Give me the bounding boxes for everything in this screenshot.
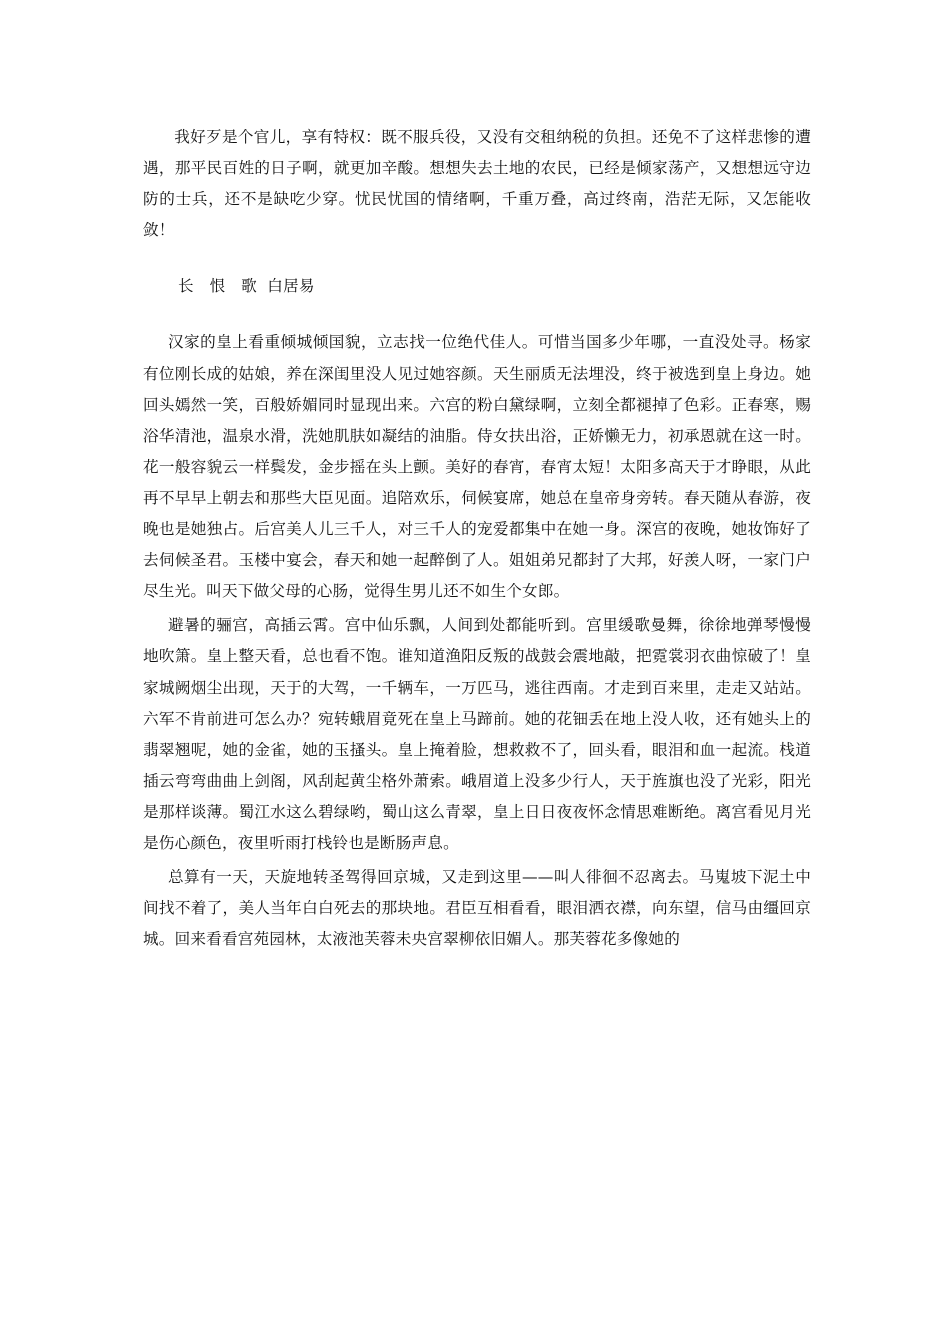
paragraph-intro: 我好歹是个官儿，享有特权：既不服兵役，又没有交租纳税的负担。还免不了这样悲惨的遭遇，那平民百姓的日子啊，就更加辛酸。想想失去土地的农民，已经是倾家荡产，又想想远守边防的士兵，还不是缺吃少穿。忧民忧国的情绪啊，千重万叠，高过终南，浩茫无际，又怎能收敛！ [143,128,811,240]
paragraph-main-1: 汉家的皇上看重倾城倾国貌，立志找一位绝代佳人。可惜当国多少年哪，一直没处寻。杨家有位刚长成的姑娘，养在深闺里没人见过她容颜。天生丽质无法埋没，终于被选到皇上身边。她回头嫣然一笑，百般娇媚同时显现出来。六宫的粉白黛绿啊，立刻全都褪掉了色彩。正春寒，赐浴华清池，温泉水滑，洗她肌肤如凝结的油脂。侍女扶出浴，正娇懒无力，初承恩就在这一时。花一般容貌云一样鬓发，金步摇在头上颤。美好的春宵，春宵太短！太阳多高天于才睁眼，从此再不早早上朝去和那些大臣见面。追陪欢乐，伺候宴席，她总在皇帝身旁转。春天随从春游，夜晚也是她独占。后宫美人儿三千人，对三千人的宠爱都集中在她一身。深宫的夜晚，她妆饰好了去伺候圣君。玉楼中宴会，春天和她一起醉倒了人。姐姐弟兄都封了大邦，好羡人呀，一家门户尽生光。叫天下做父母的心肠，觉得生男儿还不如生个女郎。 [143,333,811,601]
spacer [143,302,811,327]
spacer [143,246,811,271]
poem-heading: 长 恨 歌 白居易 [178,277,315,296]
paragraph-main-2: 避暑的骊宫，高插云霄。宫中仙乐飘，人间到处都能听到。宫里缓歌曼舞，徐徐地弹琴慢慢地吹箫。皇上整天看，总也看不饱。谁知道渔阳反叛的战鼓会震地敲，把霓裳羽衣曲惊破了！皇家城阙烟尘出现，天于的大驾，一千辆车，一万匹马，逃往西南。才走到百来里，走走又站站。六军不肯前进可怎么办？宛转蛾眉竟死在皇上马蹄前。她的花钿丢在地上没人收，还有她头上的翡翠翘呢，她的金雀，她的玉搔头。皇上掩着脸，想救救不了，回头看，眼泪和血一起流。栈道插云弯弯曲曲上剑阁，风刮起黄尘格外萧索。峨眉道上没多少行人，天于旌旗也没了光彩，阳光是那样谈薄。蜀江水这么碧绿哟，蜀山这么青翠，皇上日日夜夜怀念情思难断绝。离宫看见月光是伤心颜色，夜里听雨打栈铃也是断肠声息。 [143,616,811,852]
document-body [143,122,811,955]
paragraph-main-3: 总算有一天，天旋地转圣驾得回京城，又走到这里——叫人徘徊不忍离去。马嵬坡下泥土中间找不着了，美人当年白白死去的那块地。君臣互相看看，眼泪洒衣襟，向东望，信马由缰回京城。回来看看宫苑园林，太液池芙蓉未央宫翠柳依旧媚人。那芙蓉花多像她的 [143,868,811,949]
